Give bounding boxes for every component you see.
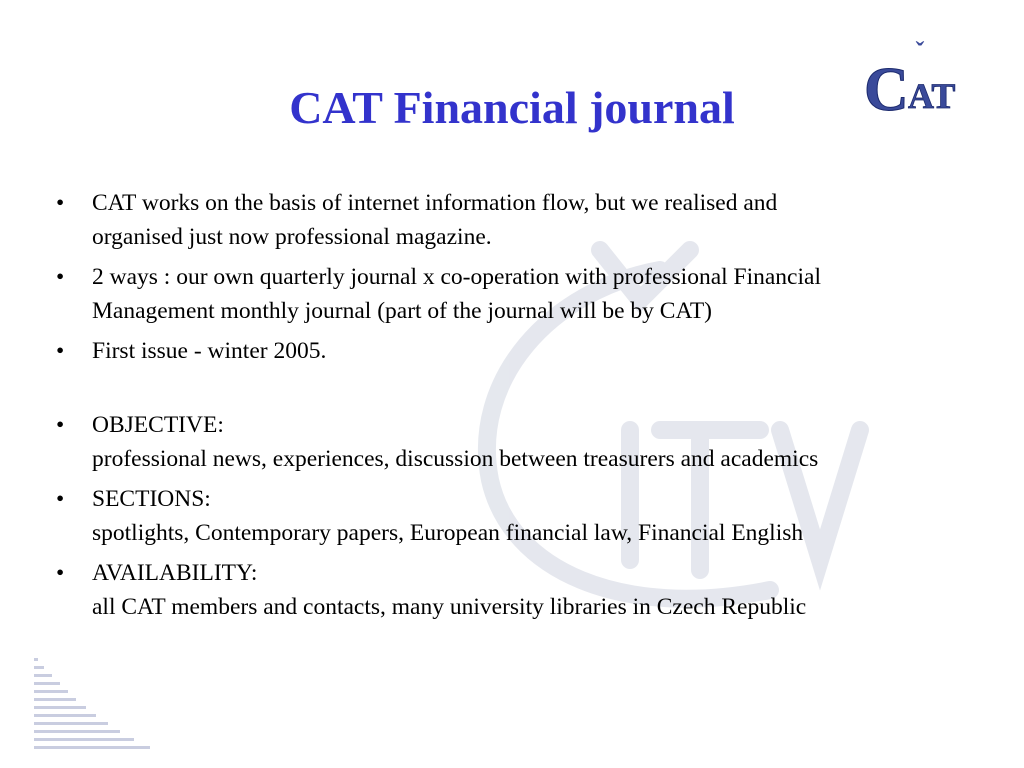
bullet-dot: •: [56, 560, 65, 586]
bullet-text: Management monthly journal (part of the journal will be by CAT): [92, 298, 712, 324]
svg-text:C: C: [864, 56, 909, 120]
cat-logo-image: [862, 40, 984, 120]
bullet-item-two-ways: [56, 260, 996, 328]
decorative-stripes: [34, 658, 154, 750]
bullet-dot: •: [56, 412, 65, 438]
bullet-item-first-issue: [56, 334, 996, 368]
bullet-text: organised just now professional magazine.: [92, 224, 492, 250]
bullet-dot: •: [56, 264, 65, 290]
bullet-heading: SECTIONS:: [92, 486, 211, 512]
bullet-dot: •: [56, 190, 65, 216]
bullet-text: all CAT members and contacts, many university libraries in Czech Republic: [92, 594, 807, 620]
bullet-text: CAT works on the basis of internet information flow, but we realised and: [92, 190, 778, 216]
bullet-item-internet: [56, 186, 996, 254]
bullet-dot: •: [56, 486, 65, 512]
bullet-list: [56, 186, 996, 630]
slide-title: CAT Financial journal: [289, 82, 735, 133]
bullet-item-objective: [56, 408, 996, 476]
bullet-text: 2 ways : our own quarterly journal x co-operation with professional Financial: [92, 264, 821, 290]
svg-text:ˇ: ˇ: [915, 40, 925, 66]
bullet-heading: AVAILABILITY:: [92, 560, 258, 586]
bullet-dot: •: [56, 338, 65, 364]
bullet-item-sections: [56, 482, 996, 550]
bullet-text: spotlights, Contemporary papers, European financial law, Financial English: [92, 520, 804, 546]
bullet-item-availability: [56, 556, 996, 624]
bullet-heading: OBJECTIVE:: [92, 412, 224, 438]
bullet-text: professional news, experiences, discussion between treasurers and academics: [92, 446, 819, 472]
svg-text:AT: AT: [908, 76, 956, 116]
bullet-text: First issue - winter 2005.: [92, 338, 327, 364]
